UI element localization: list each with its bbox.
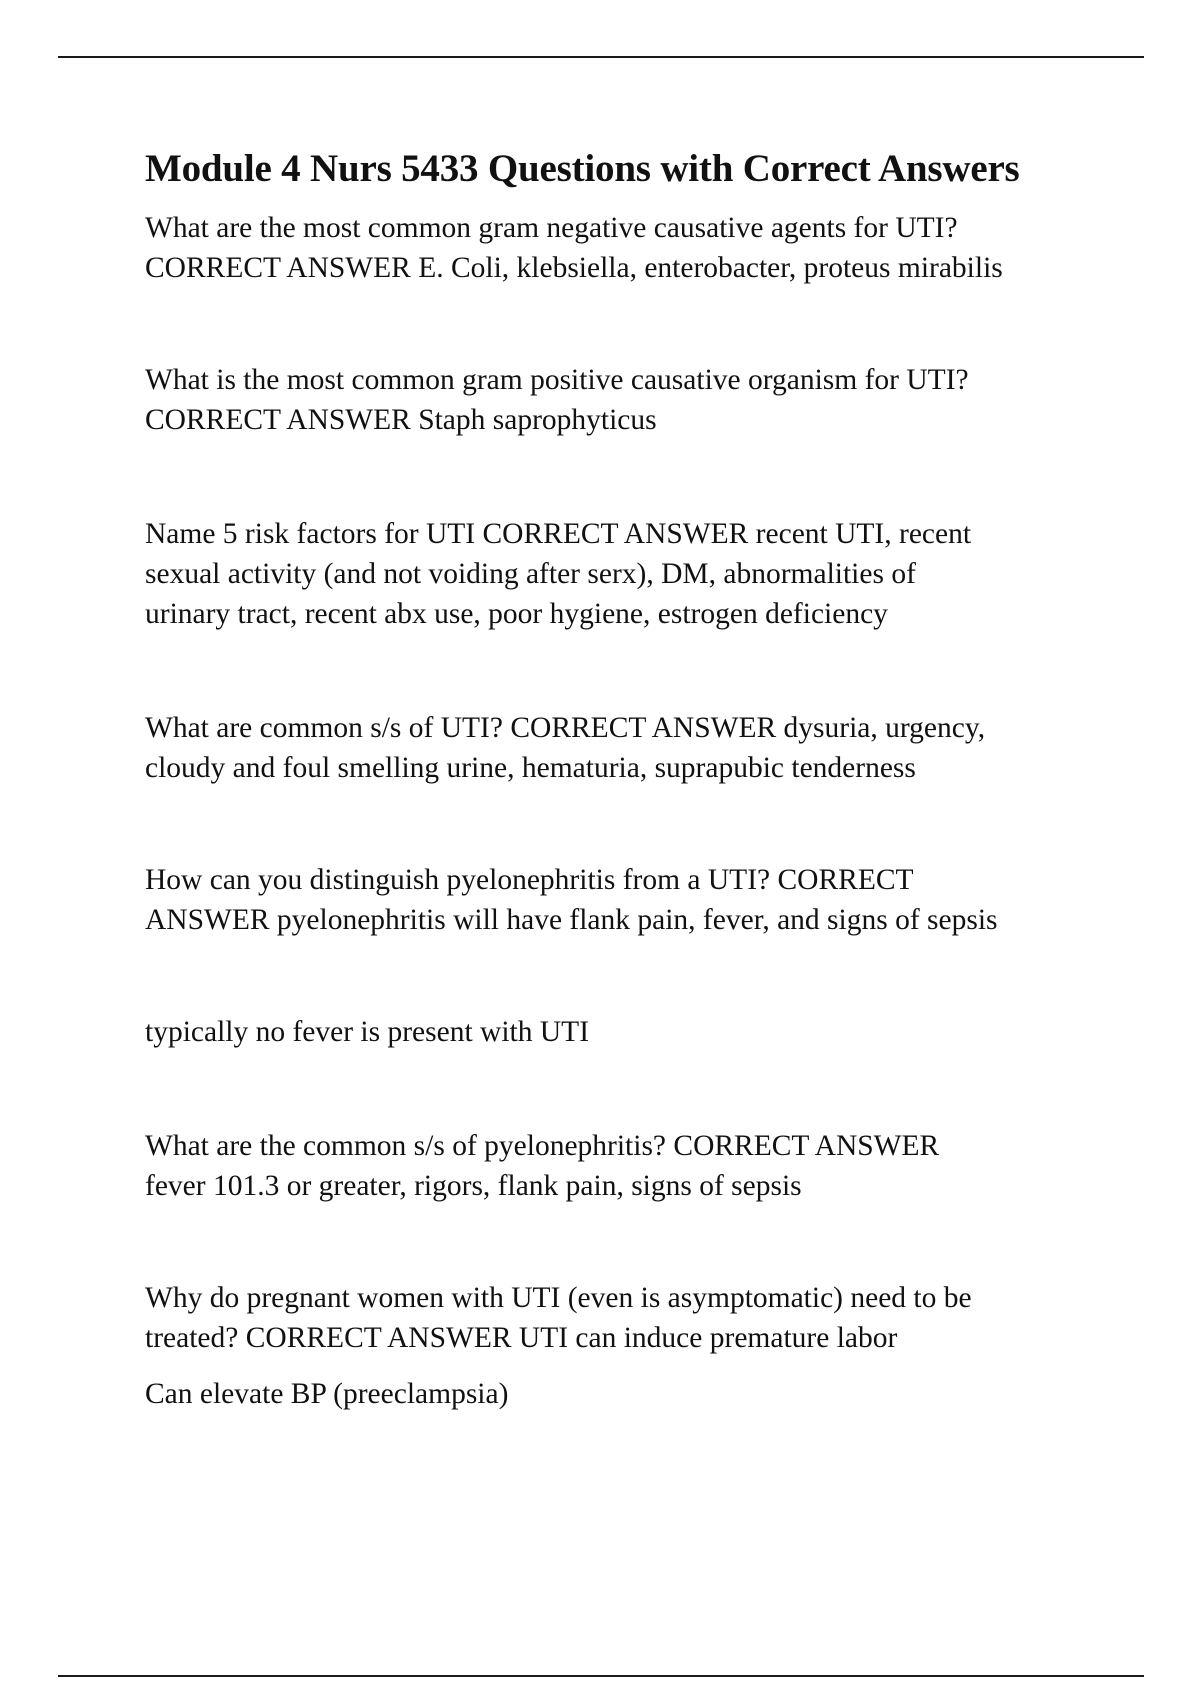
qa-paragraph-1 <box>145 208 1145 288</box>
paragraph-line: treated? CORRECT ANSWER UTI can induce premature labor <box>145 1322 898 1354</box>
paragraph-line: cloudy and foul smelling urine, hematuria, suprapubic tenderness <box>145 752 916 784</box>
header-rule <box>58 56 1144 58</box>
qa-paragraph-3 <box>145 514 1145 634</box>
qa-paragraph-2 <box>145 360 1145 440</box>
qa-paragraph-8 <box>145 1278 1145 1358</box>
paragraph-line: CORRECT ANSWER Staph saprophyticus <box>145 404 657 436</box>
paragraph-line: What are the most common gram negative causative agents for UTI? <box>145 212 958 244</box>
paragraph-line: What are the common s/s of pyelonephritis? CORRECT ANSWER <box>145 1130 940 1162</box>
qa-paragraph-5 <box>145 860 1145 940</box>
paragraph-line: How can you distinguish pyelonephritis from a UTI? CORRECT <box>145 864 914 896</box>
paragraph-line: fever 101.3 or greater, rigors, flank pain, signs of sepsis <box>145 1170 802 1202</box>
qa-paragraph-7 <box>145 1126 1145 1206</box>
paragraph-line: sexual activity (and not voiding after serx), DM, abnormalities of <box>145 558 916 590</box>
paragraph-line: CORRECT ANSWER E. Coli, klebsiella, enterobacter, proteus mirabilis <box>145 252 1003 284</box>
qa-paragraph-9 <box>145 1374 1145 1414</box>
paragraph-line: What is the most common gram positive causative organism for UTI? <box>145 364 969 396</box>
paragraph-line: ANSWER pyelonephritis will have flank pain, fever, and signs of sepsis <box>145 904 998 936</box>
paragraph-line: Name 5 risk factors for UTI CORRECT ANSWER recent UTI, recent <box>145 518 972 550</box>
paragraph-line: typically no fever is present with UTI <box>145 1016 590 1048</box>
paragraph-line: urinary tract, recent abx use, poor hygiene, estrogen deficiency <box>145 598 888 630</box>
qa-paragraph-4 <box>145 708 1145 788</box>
document-title: Module 4 Nurs 5433 Questions with Correct Answers <box>145 147 1020 190</box>
paragraph-line: Why do pregnant women with UTI (even is asymptomatic) need to be <box>145 1282 972 1314</box>
paragraph-line: Can elevate BP (preeclampsia) <box>145 1378 509 1410</box>
footer-rule <box>58 1675 1144 1677</box>
qa-paragraph-6 <box>145 1012 1145 1052</box>
paragraph-line: What are common s/s of UTI? CORRECT ANSWER dysuria, urgency, <box>145 712 986 744</box>
